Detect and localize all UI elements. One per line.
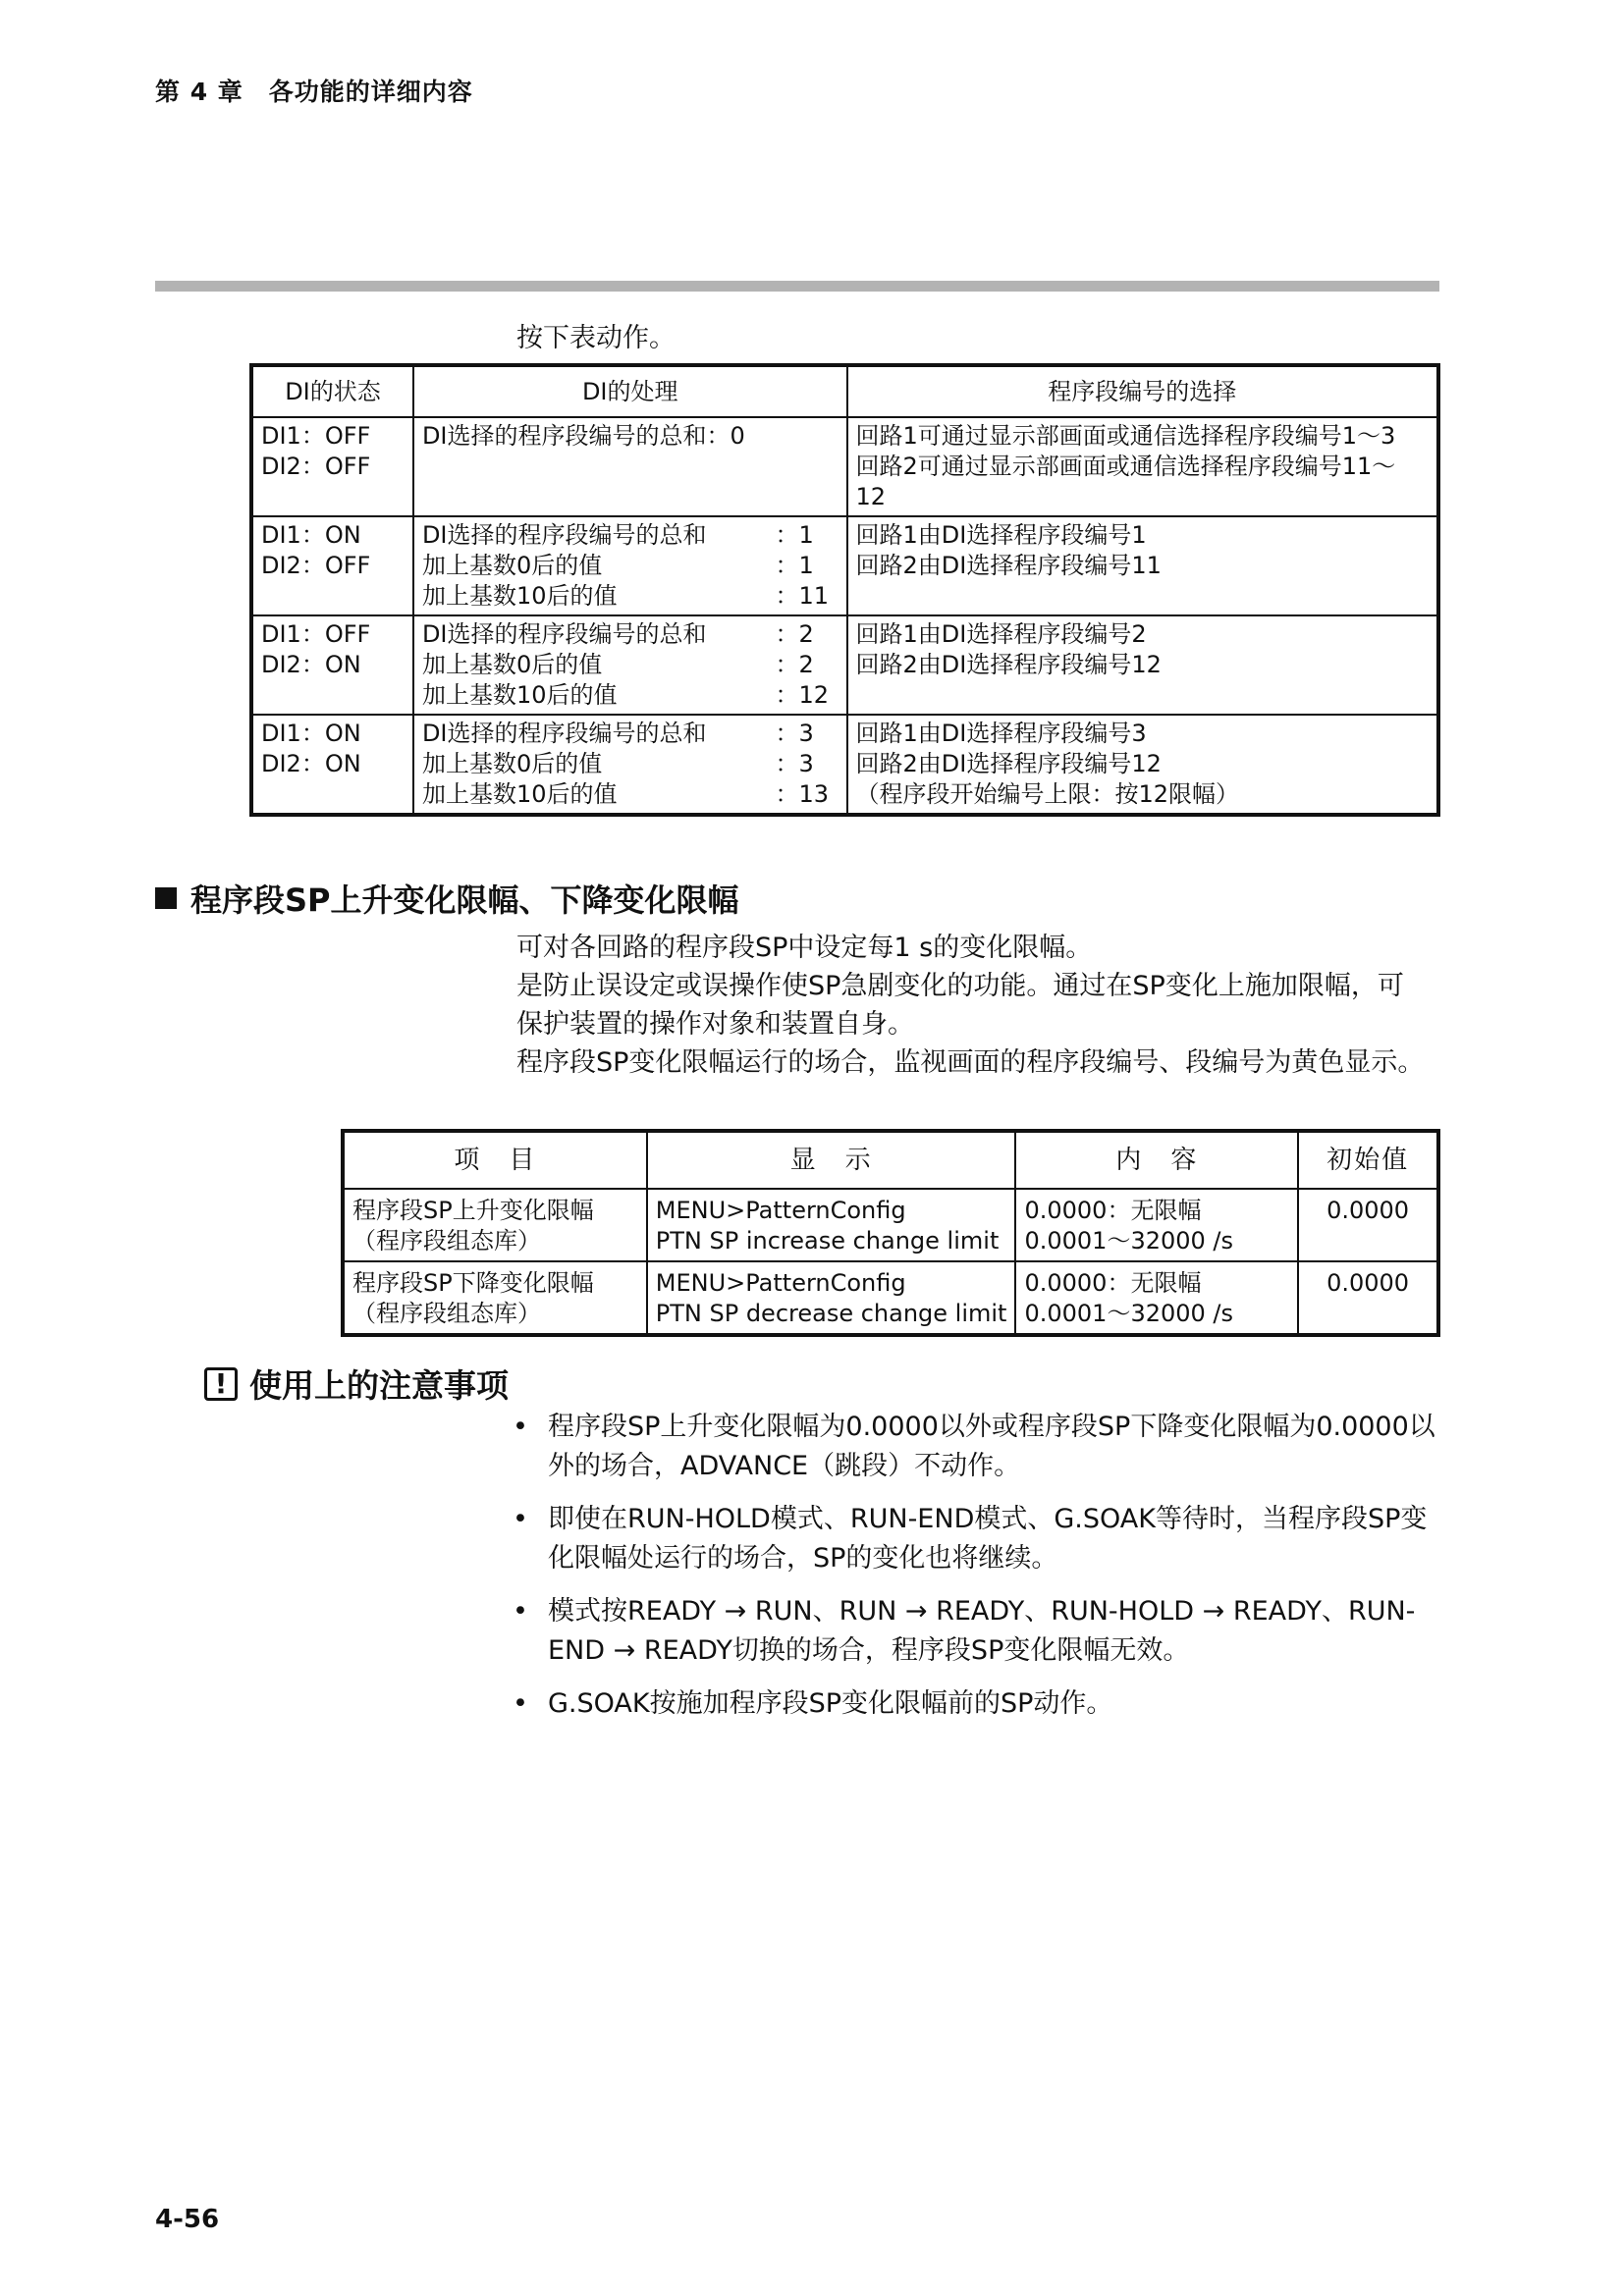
di-processing-cell (413, 715, 847, 815)
table-header-row (251, 365, 1438, 417)
di-processing-cell (413, 615, 847, 715)
di-state-cell (251, 615, 413, 715)
di-processing-cell (413, 516, 847, 615)
chapter-header: 第 4 章 各功能的详细内容 (155, 78, 473, 106)
list-item: • G.SOAK按施加程序段SP变化限幅前的SP动作。 (509, 1684, 1441, 1724)
processing-line (422, 581, 833, 612)
change-limit-table (341, 1129, 1440, 1337)
selection-line: 12 (855, 483, 887, 510)
table-row (251, 417, 1438, 516)
selection-line: （程序段开始编号上限：按12限幅） (855, 780, 1240, 808)
di-state-line: DI1：OFF (261, 422, 371, 450)
selection-line: 回路1由DI选择程序段编号2 (855, 620, 1147, 648)
list-item: • 程序段SP上升变化限幅为0.0000以外或程序段SP下降变化限幅为0.0000以外的场合，ADVANCE（跳段）不动作。 (509, 1408, 1441, 1486)
di-state-line: DI2：OFF (261, 552, 371, 579)
processing-line (422, 749, 833, 779)
processing-value: ：1 (775, 521, 814, 549)
di-state-line: DI1：ON (261, 720, 361, 747)
paragraph: 程序段SP变化限幅运行的场合，监视画面的程序段编号、段编号为黄色显示。 (516, 1047, 1425, 1078)
di-state-cell (251, 417, 413, 516)
processing-line (422, 719, 833, 749)
content-cell (1015, 1261, 1298, 1335)
di-state-cell (251, 715, 413, 815)
processing-line (422, 551, 833, 581)
selection-cell (847, 615, 1439, 715)
selection-line: 回路2可通过显示部画面或通信选择程序段编号11～ (855, 453, 1396, 480)
di-state-line: DI1：OFF (261, 620, 371, 648)
processing-label: 加上基数0后的值 (421, 651, 603, 678)
processing-value: ：12 (775, 681, 830, 709)
display-line: MENU>PatternConfig (655, 1269, 906, 1297)
di-processing-cell (413, 417, 847, 516)
processing-label: 加上基数0后的值 (421, 552, 603, 579)
processing-line (422, 779, 833, 810)
content-line: 0.0000：无限幅 (1024, 1197, 1202, 1224)
display-line: MENU>PatternConfig (655, 1197, 906, 1224)
item-cell (343, 1189, 647, 1261)
header-di-state: DI的状态 (251, 365, 413, 417)
display-cell (647, 1189, 1016, 1261)
content-line: 0.0001～32000 /s (1024, 1300, 1234, 1327)
intro-text: 按下表动作。 (516, 323, 676, 353)
di-selection-table (249, 363, 1440, 817)
header-item: 项 目 (343, 1131, 647, 1189)
item-cell (343, 1261, 647, 1335)
list-item: • 模式按READY → RUN、RUN → READY、RUN-HOLD → READY、RUN-END → READY切换的场合，程序段SP变化限幅无效。 (509, 1592, 1441, 1671)
notes-title: 使用上的注意事项 (249, 1366, 509, 1405)
initial-value-cell: 0.0000 (1298, 1261, 1438, 1335)
table-row (251, 615, 1438, 715)
selection-cell (847, 715, 1439, 815)
table-row (343, 1261, 1438, 1335)
paragraph: 可对各回路的程序段SP中设定每1 s的变化限幅。 (516, 933, 1093, 963)
notes-heading (204, 1361, 509, 1407)
processing-line: DI选择的程序段编号的总和：0 (421, 422, 745, 450)
di-state-line: DI2：OFF (261, 453, 371, 480)
header-display: 显 示 (647, 1131, 1016, 1189)
warning-icon: ! (204, 1367, 238, 1401)
content-line: 0.0000：无限幅 (1024, 1269, 1202, 1297)
table-row (251, 715, 1438, 815)
list-item: • 即使在RUN-HOLD模式、RUN-END模式、G.SOAK等待时，当程序段SP变化限幅处运行的场合，SP的变化也将继续。 (509, 1500, 1441, 1578)
header-content: 内 容 (1015, 1131, 1298, 1189)
section-body (516, 929, 1430, 1082)
processing-value: ：1 (775, 552, 814, 579)
processing-label: 加上基数10后的值 (421, 681, 618, 709)
page-number: 4-56 (155, 2205, 220, 2234)
processing-label: DI选择的程序段编号的总和 (421, 521, 707, 549)
section-title: 程序段SP上升变化限幅、下降变化限幅 (190, 881, 739, 919)
square-bullet-icon (155, 887, 177, 909)
table-row (343, 1189, 1438, 1261)
selection-line: 回路2由DI选择程序段编号11 (855, 552, 1162, 579)
processing-value: ：11 (775, 582, 830, 610)
item-line: （程序段组态库） (352, 1300, 541, 1327)
di-state-line: DI2：ON (261, 651, 361, 678)
processing-label: DI选择的程序段编号的总和 (421, 620, 707, 648)
selection-line: 回路2由DI选择程序段编号12 (855, 651, 1162, 678)
di-state-line: DI2：ON (261, 750, 361, 777)
selection-cell (847, 516, 1439, 615)
notes-list (509, 1408, 1441, 1737)
processing-line (422, 520, 833, 551)
selection-line: 回路2由DI选择程序段编号12 (855, 750, 1162, 777)
initial-value-cell: 0.0000 (1298, 1189, 1438, 1261)
display-line: PTN SP increase change limit (655, 1227, 1000, 1255)
processing-value: ：3 (775, 750, 814, 777)
selection-cell (847, 417, 1439, 516)
display-cell (647, 1261, 1016, 1335)
table-header-row (343, 1131, 1438, 1189)
item-line: 程序段SP上升变化限幅 (352, 1197, 594, 1224)
header-di-processing: DI的处理 (413, 365, 847, 417)
section-divider (155, 281, 1439, 292)
content-line: 0.0001～32000 /s (1024, 1227, 1234, 1255)
content-cell (1015, 1189, 1298, 1261)
processing-value: ：2 (775, 651, 814, 678)
selection-line: 回路1可通过显示部画面或通信选择程序段编号1～3 (855, 422, 1396, 450)
processing-label: 加上基数10后的值 (421, 582, 618, 610)
processing-label: DI选择的程序段编号的总和 (421, 720, 707, 747)
table-row (251, 516, 1438, 615)
processing-value: ：3 (775, 720, 814, 747)
di-state-cell (251, 516, 413, 615)
selection-line: 回路1由DI选择程序段编号3 (855, 720, 1147, 747)
di-state-line: DI1：ON (261, 521, 361, 549)
processing-line (422, 680, 833, 711)
header-pattern-selection: 程序段编号的选择 (847, 365, 1439, 417)
display-line: PTN SP decrease change limit (655, 1300, 1007, 1327)
paragraph: 是防止误设定或误操作使SP急剧变化的功能。通过在SP变化上施加限幅，可保护装置的操作对象和装置自身。 (516, 971, 1404, 1040)
selection-line: 回路1由DI选择程序段编号1 (855, 521, 1147, 549)
processing-value: ：2 (775, 620, 814, 648)
item-line: （程序段组态库） (352, 1227, 541, 1255)
header-initial-value: 初始值 (1298, 1131, 1438, 1189)
processing-value: ：13 (775, 780, 830, 808)
processing-line (422, 650, 833, 680)
processing-line (422, 619, 833, 650)
item-line: 程序段SP下降变化限幅 (352, 1269, 594, 1297)
processing-label: 加上基数10后的值 (421, 780, 618, 808)
section-heading (155, 876, 739, 921)
processing-label: 加上基数0后的值 (421, 750, 603, 777)
